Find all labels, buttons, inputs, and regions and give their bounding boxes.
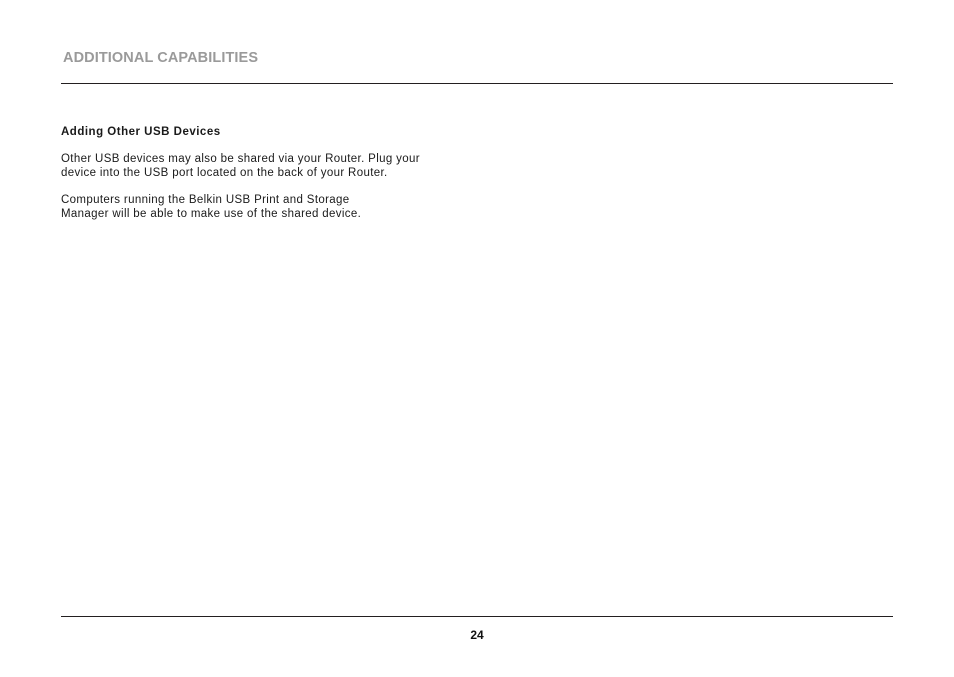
paragraph-shared-usb — [61, 152, 461, 180]
paragraph-line: Manager will be able to make use of the shared device. — [61, 208, 362, 220]
paragraph-storage-manager — [61, 193, 461, 221]
section-title: ADDITIONAL CAPABILITIES — [63, 50, 259, 66]
paragraph-line: Computers running the Belkin USB Print and Storage — [61, 194, 350, 206]
paragraph-line: device into the USB port located on the back of your Router. — [61, 167, 388, 179]
subheading: Adding Other USB Devices — [61, 126, 221, 138]
paragraph-line: Other USB devices may also be shared via your Router. Plug your — [61, 153, 420, 165]
main-content — [61, 125, 461, 221]
footer-divider — [61, 616, 893, 617]
header-divider — [61, 83, 893, 84]
page-number: 24 — [470, 628, 484, 642]
